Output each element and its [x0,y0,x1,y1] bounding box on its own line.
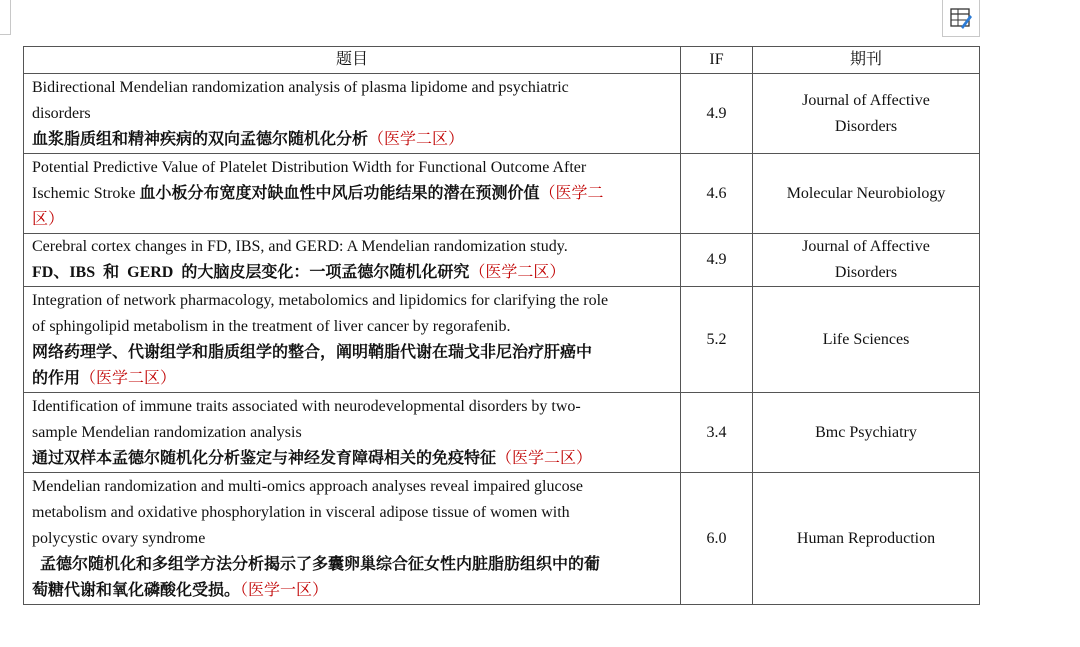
title-line [32,288,672,314]
english-title: sample Mendelian randomization analysis [32,423,302,441]
title-line [32,366,672,392]
journal-name: Human Reproduction [796,529,936,547]
journal-cell [753,154,980,234]
title-line [32,420,672,446]
title-line [32,101,672,127]
impact-factor-cell: 4.9 [681,234,753,287]
journal-zone-tag: （医学二区） [80,369,177,387]
journal-zone-tag: （医学二 [539,184,604,202]
journal-zone-tag: （医学二区） [368,130,465,148]
table-row [24,154,980,234]
header-if: IF [681,47,753,74]
table-row [24,287,980,393]
english-title: polycystic ovary syndrome [32,529,206,547]
chinese-title: 萄糖代谢和氧化磷酸化受损。 [32,581,241,599]
english-title: Integration of network pharmacology, metabolomics and lipidomics for clarifying the role [32,291,609,309]
journal-cell [753,393,980,473]
title-line [32,260,672,286]
english-title: Mendelian randomization and multi-omics approach analyses reveal impaired glucose [32,477,583,495]
impact-factor-cell: 3.4 [681,393,753,473]
impact-factor-cell: 5.2 [681,287,753,393]
impact-factor-cell: 4.9 [681,74,753,154]
journal-zone-tag: （医学二区） [469,264,566,281]
english-title: Potential Predictive Value of Platelet Distribution Width for Functional Outcome After [32,158,587,176]
chinese-title: 网络药理学、代谢组学和脂质组学的整合，阐明鞘脂代谢在瑞戈非尼治疗肝癌中 [32,343,593,361]
title-line [32,500,672,526]
chinese-title: 血浆脂质组和精神疾病的双向孟德尔随机化分析 [32,130,369,148]
papers-table [23,46,980,605]
journal-zone-tag: （医学二区） [496,449,593,467]
title-line [32,314,672,340]
english-title: Ischemic Stroke [32,184,140,202]
title-line [32,578,672,604]
table-row [24,473,980,605]
english-title: metabolism and oxidative phosphorylation in visceral adipose tissue of women with [32,503,570,521]
journal-cell [753,74,980,154]
journal-name: Journal of Affective [802,91,930,109]
table-row [24,74,980,154]
journal-name: Disorders [834,117,898,135]
chinese-title: 的作用 [32,369,81,387]
table-header-row [24,47,980,74]
table-tools-button[interactable] [942,0,980,37]
english-title: Bidirectional Mendelian randomization analysis of plasma lipidome and psychiatric [32,78,569,96]
title-line [32,526,672,552]
paper-title-cell [24,393,681,473]
journal-name: Journal of Affective [802,238,930,255]
chinese-title: 血小板分布宽度对缺血性中风后功能结果的潜在预测价值 [139,184,540,202]
english-title: of sphingolipid metabolism in the treatment of liver cancer by regorafenib. [32,317,511,335]
title-line [32,474,672,500]
journal-cell [753,473,980,605]
impact-factor-cell: 4.6 [681,154,753,234]
header-journal: 期刊 [753,47,980,74]
impact-factor-cell: 6.0 [681,473,753,605]
journal-zone-tag: （医学一区） [240,581,329,599]
title-line [32,181,672,207]
english-title: Cerebral cortex changes in FD, IBS, and GERD: A Mendelian randomization study. [32,238,568,255]
title-line [32,340,672,366]
chinese-title: 通过双样本孟德尔随机化分析鉴定与神经发育障碍相关的免疫特征 [32,449,497,467]
paper-title-cell [24,287,681,393]
paper-title-cell [24,154,681,234]
paper-title-cell [24,74,681,154]
table-row [24,234,980,287]
title-line [32,75,672,101]
page-corner-mark [0,0,11,35]
journal-name: Life Sciences [822,330,910,348]
title-line [32,155,672,181]
english-title: Identification of immune traits associated with neurodevelopmental disorders by two- [32,397,581,415]
title-line [32,552,672,578]
journal-name: Disorders [834,264,898,281]
journal-name: Molecular Neurobiology [786,184,946,202]
paper-title-cell [24,234,681,287]
chinese-title: FD、IBS 和 GERD 的大脑皮层变化：一项孟德尔随机化研究 [32,264,470,281]
title-line [32,234,672,260]
title-line [32,446,672,472]
journal-name: Bmc Psychiatry [815,423,917,441]
title-line [32,127,672,153]
paper-title-cell [24,473,681,605]
journal-cell [753,234,980,287]
table-edit-icon [949,6,973,30]
header-title: 题目 [24,47,681,74]
table-row [24,393,980,473]
chinese-title: 孟德尔随机化和多组学方法分析揭示了多囊卵巢综合征女性内脏脂肪组织中的葡 [32,555,601,573]
title-line [32,394,672,420]
journal-zone-tag: 区） [32,210,65,228]
english-title: disorders [32,104,91,122]
journal-cell [753,287,980,393]
title-line [32,207,672,233]
